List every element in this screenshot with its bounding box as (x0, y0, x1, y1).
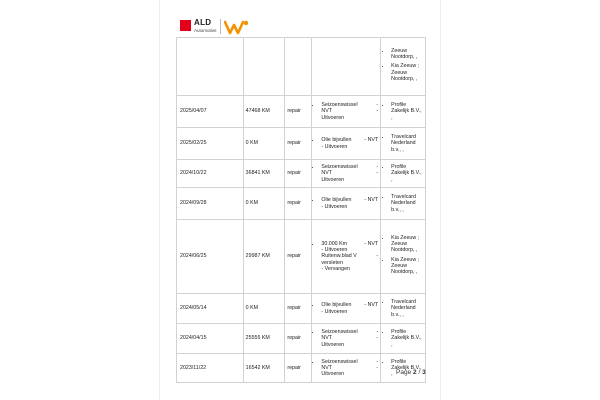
description-line (321, 204, 380, 210)
description-text: • Olie bijvullen (321, 197, 352, 204)
description-text: Uitvoeren (321, 371, 345, 378)
leaseplan-logo-icon (224, 18, 250, 36)
description-item (321, 241, 380, 271)
supplier-cell (381, 38, 426, 96)
type-cell: repair (285, 220, 312, 294)
description-list (312, 241, 380, 271)
description-text: versleten (321, 259, 343, 266)
supplier-item: • Travelcard Nederland b.v., , (391, 134, 423, 152)
page-word: Page (396, 369, 412, 376)
description-item (321, 359, 380, 377)
table-row (177, 188, 426, 220)
description-text: • Seizoenswissel (321, 102, 358, 109)
description-cell (312, 324, 381, 354)
description-text: Ruitenw.blad V (321, 253, 357, 260)
supplier-item: • Travelcard Nederland b.v., , (391, 194, 423, 212)
type-cell: repair (285, 188, 312, 220)
mileage-cell: 25555 KM (243, 324, 285, 354)
page-footer (396, 369, 426, 376)
supplier-cell (381, 354, 426, 383)
description-suffix: - NVT (364, 241, 379, 248)
description-item (321, 102, 380, 120)
type-cell: repair (285, 294, 312, 324)
ald-logo-square (180, 20, 191, 31)
type-cell: repair (285, 160, 312, 188)
ald-logo-text: ALD (194, 18, 212, 27)
description-item (321, 164, 380, 182)
description-cell (312, 160, 381, 188)
supplier-item: • Profile Zakelijk B.V., , (391, 359, 423, 377)
description-suffix: - NVT (364, 302, 379, 309)
description-line (321, 177, 380, 183)
description-text: • 30.000 Km (321, 241, 348, 248)
description-list (312, 102, 380, 120)
mileage-cell: 16542 KM (243, 354, 285, 383)
supplier-cell (381, 128, 426, 160)
supplier-list (383, 194, 423, 212)
supplier-cell (381, 220, 426, 294)
description-cell (312, 188, 381, 220)
date-cell: 2025/02/25 (177, 128, 244, 160)
description-suffix: - (376, 335, 379, 342)
supplier-list (383, 102, 423, 120)
table-row (177, 220, 426, 294)
type-cell: repair (285, 128, 312, 160)
description-item (321, 197, 380, 209)
maintenance-history-table (176, 37, 426, 383)
description-text: NVT (321, 335, 333, 342)
supplier-list (383, 134, 423, 152)
date-cell: 2023/11/22 (177, 354, 244, 383)
supplier-item: • Kia Zeeuw ; Zeeuw Nootdorp, , (391, 63, 423, 81)
description-text: - Uitvoeren (321, 308, 348, 315)
supplier-cell (381, 294, 426, 324)
description-list (312, 164, 380, 182)
description-text: NVT (321, 170, 333, 177)
description-suffix: - (376, 253, 379, 260)
table-row (177, 354, 426, 383)
description-list (312, 137, 380, 149)
mileage-cell: 0 KM (243, 188, 285, 220)
table-row (177, 128, 426, 160)
date-cell: 2024/10/22 (177, 160, 244, 188)
type-cell (285, 38, 312, 96)
description-line (321, 342, 380, 348)
supplier-list (383, 329, 423, 347)
ald-logo-subtext: Automotive (194, 28, 217, 33)
total-page-number: 3 (422, 369, 426, 376)
description-text: - Uitvoeren (321, 143, 348, 150)
description-line (321, 144, 380, 150)
type-cell: repair (285, 96, 312, 128)
supplier-list (383, 48, 423, 81)
type-cell: repair (285, 324, 312, 354)
description-text: • Seizoenswissel (321, 164, 358, 171)
table-row (177, 96, 426, 128)
supplier-item: • Profile Zakelijk B.V., , (391, 102, 423, 120)
description-list (312, 359, 380, 377)
description-suffix: - NVT (364, 197, 379, 204)
supplier-item: • Travelcard Nederland b.v., , (391, 299, 423, 317)
description-text: - Uitvoeren (321, 203, 348, 210)
supplier-list (383, 299, 423, 317)
date-cell: 2024/04/15 (177, 324, 244, 354)
supplier-cell (381, 324, 426, 354)
supplier-item: • Profile Zakelijk B.V., , (391, 164, 423, 182)
date-cell: 2024/06/25 (177, 220, 244, 294)
description-list (312, 302, 380, 314)
logo-divider (220, 19, 221, 34)
supplier-cell (381, 96, 426, 128)
date-cell: 2025/04/07 (177, 96, 244, 128)
supplier-cell (381, 160, 426, 188)
document-page (160, 0, 440, 400)
description-line (321, 115, 380, 121)
mileage-cell: 36841 KM (243, 160, 285, 188)
description-text: • Olie bijvullen (321, 302, 352, 309)
supplier-list (383, 164, 423, 182)
description-suffix: - (376, 108, 379, 115)
description-cell (312, 220, 381, 294)
table-row (177, 38, 426, 96)
description-cell (312, 38, 381, 96)
supplier-item: • Kia Zeeuw ; Zeeuw Nootdorp, , (391, 235, 423, 253)
mileage-cell: 0 KM (243, 294, 285, 324)
description-text: • Olie bijvullen (321, 137, 352, 144)
description-text: • Seizoenswissel (321, 358, 358, 365)
date-cell (177, 38, 244, 96)
mileage-cell: 47468 KM (243, 96, 285, 128)
description-cell (312, 354, 381, 383)
date-cell: 2024/09/28 (177, 188, 244, 220)
description-suffix: - (376, 364, 379, 371)
description-cell (312, 128, 381, 160)
mileage-cell: 29987 KM (243, 220, 285, 294)
description-text: - Uitvoeren (321, 247, 348, 254)
description-text: Uitvoeren (321, 176, 345, 183)
description-list (312, 197, 380, 209)
description-item (321, 137, 380, 149)
description-text: NVT (321, 364, 333, 371)
description-line (321, 266, 380, 272)
page-separator: / (418, 369, 421, 376)
supplier-item: • Profile Zakelijk B.V., , (391, 329, 423, 347)
description-suffix: - (376, 102, 379, 109)
description-line (321, 309, 380, 315)
description-text: - Vervangen (321, 265, 350, 272)
description-suffix: - NVT (364, 137, 379, 144)
description-text: Uitvoeren (321, 341, 345, 348)
description-cell (312, 96, 381, 128)
description-suffix: - (376, 329, 379, 336)
supplier-list (383, 235, 423, 275)
supplier-item: • Kia Zeeuw ; Zeeuw Nootdorp, , (391, 257, 423, 275)
description-cell (312, 294, 381, 324)
description-list (312, 329, 380, 347)
mileage-cell (243, 38, 285, 96)
date-cell: 2024/05/14 (177, 294, 244, 324)
description-item (321, 329, 380, 347)
description-text: Uitvoeren (321, 114, 345, 121)
supplier-cell (381, 188, 426, 220)
description-text: NVT (321, 108, 333, 115)
description-suffix: - (376, 358, 379, 365)
supplier-item: • Zeeuw Nootdorp, , (391, 48, 423, 60)
type-cell: repair (285, 354, 312, 383)
description-text: • Seizoenswissel (321, 329, 358, 336)
table-row (177, 294, 426, 324)
mileage-cell: 0 KM (243, 128, 285, 160)
current-page-number: 2 (413, 369, 417, 376)
description-suffix: - (376, 164, 379, 171)
table-row (177, 324, 426, 354)
description-line (321, 371, 380, 377)
description-suffix: - (376, 170, 379, 177)
table-row (177, 160, 426, 188)
description-item (321, 302, 380, 314)
